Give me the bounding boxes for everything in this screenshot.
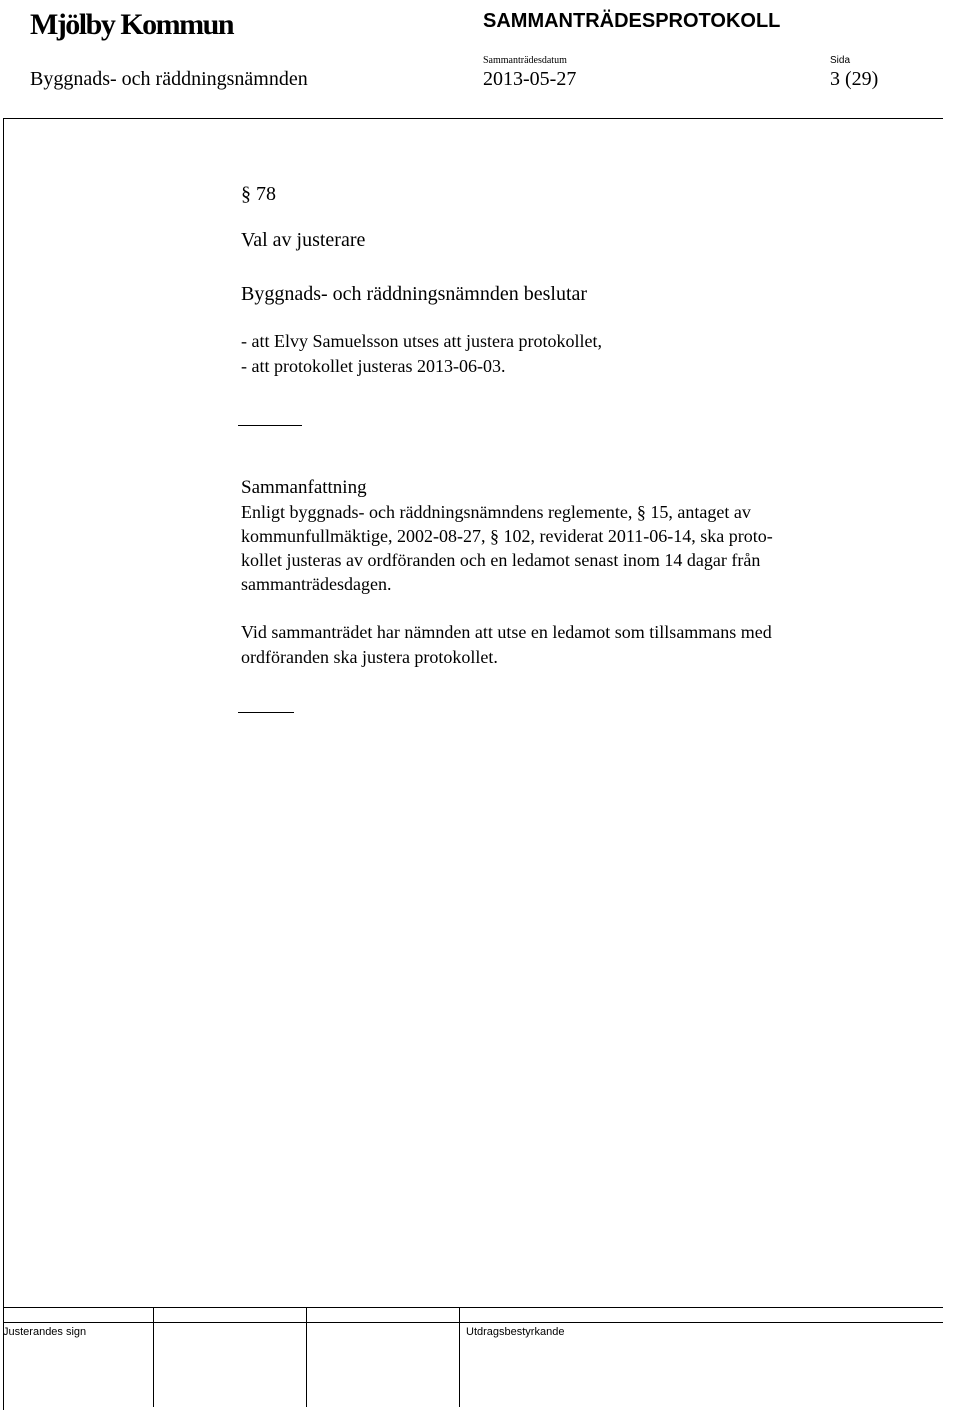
signature-footer [3, 1307, 943, 1407]
utdragsbestyrkande-label: Utdragsbestyrkande [466, 1326, 565, 1338]
justerandes-sign-label: Justerandes sign [3, 1326, 87, 1338]
document-type: SAMMANTRÄDESPROTOKOLL [483, 10, 781, 32]
date-label: Sammanträdesdatum [483, 55, 567, 66]
meeting-date: 2013-05-27 [483, 68, 577, 90]
signature-box-divider [459, 1307, 460, 1407]
footer-label-border [3, 1322, 943, 1323]
header-divider [3, 118, 943, 119]
closing-line: ordföranden ska justera protokollet. [241, 647, 498, 667]
signature-box-divider [306, 1307, 307, 1407]
closing-line: Vid sammanträdet har nämnden att utse en ledamot som tillsammans med [241, 622, 772, 642]
page-label: Sida [830, 55, 851, 66]
paragraph-number: § 78 [241, 183, 276, 205]
decision-heading: Byggnads- och räddningsnämnden beslutar [241, 283, 588, 305]
summary-line: kommunfullmäktige, 2002-08-27, § 102, reviderat 2011-06-14, ska proto- [241, 526, 773, 546]
separator-line [238, 712, 294, 713]
section-title: Val av justerare [241, 229, 366, 251]
left-margin-line [3, 118, 4, 1410]
decision-line: - att Elvy Samuelsson utses att justera protokollet, [241, 331, 602, 351]
signature-box-divider [153, 1307, 154, 1407]
summary-line: sammanträdesdagen. [241, 574, 392, 594]
separator-line [238, 425, 302, 426]
page-number: 3 (29) [830, 68, 879, 90]
summary-line: Enligt byggnads- och räddningsnämndens reglemente, § 15, antaget av [241, 502, 751, 522]
decision-line: - att protokollet justeras 2013-06-03. [241, 356, 506, 376]
committee-name: Byggnads- och räddningsnämnden [30, 68, 308, 90]
summary-line: kollet justeras av ordföranden och en ledamot senast inom 14 dagar från [241, 550, 761, 570]
footer-top-border [3, 1307, 943, 1308]
summary-heading: Sammanfattning [241, 477, 367, 498]
organization-name: Mjölby Kommun [30, 8, 234, 41]
